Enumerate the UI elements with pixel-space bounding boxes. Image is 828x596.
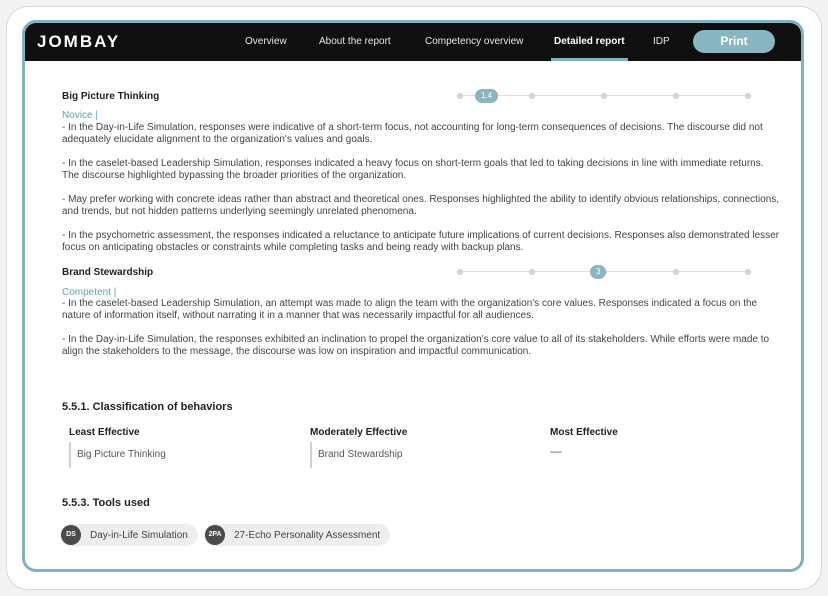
competency-title: Brand Stewardship	[62, 267, 154, 278]
scale-dot	[745, 93, 751, 99]
scale-dot	[529, 269, 535, 275]
most-effective-heading: Most Effective	[550, 427, 618, 438]
moderately-effective-heading: Moderately Effective	[310, 427, 408, 438]
nav-detailed-report[interactable]: Detailed report	[551, 23, 628, 61]
top-navigation-bar	[25, 23, 801, 61]
proficiency-level: Novice |	[62, 110, 98, 121]
scale-dot	[457, 93, 463, 99]
proficiency-level: Competent |	[62, 287, 117, 298]
least-effective-item: Big Picture Thinking	[69, 442, 166, 468]
scale-dot	[601, 93, 607, 99]
nav-overview[interactable]: Overview	[245, 36, 287, 47]
score-marker: 1.4	[475, 89, 498, 103]
report-screen	[22, 20, 804, 572]
competency-scale	[457, 89, 751, 103]
detailed-report-content	[25, 61, 801, 569]
least-effective-heading: Least Effective	[69, 427, 140, 438]
jombay-logo[interactable]: JOMBAY	[37, 32, 121, 51]
competency-scale	[457, 265, 751, 279]
nav-competency-overview[interactable]: Competency overview	[425, 36, 524, 47]
scale-dot	[673, 269, 679, 275]
scale-dot	[745, 269, 751, 275]
nav-about-the-report[interactable]: About the report	[319, 36, 391, 47]
classification-title: 5.5.1. Classification of behaviors	[62, 401, 233, 413]
competency-title: Big Picture Thinking	[62, 91, 160, 102]
scale-dot	[673, 93, 679, 99]
tool-badge: DS	[61, 525, 81, 545]
evidence-paragraph: - In the Day-in-Life Simulation, responses were indicative of a short-term focus, not accounting for long-term consequences of decisions. The discourse did not adequately elucidate alignment to the organization's values and goals.	[62, 122, 763, 145]
nav-idp[interactable]: IDP	[653, 36, 670, 47]
tools-title: 5.5.3. Tools used	[62, 497, 150, 509]
evidence-paragraph: - May prefer working with concrete ideas rather than abstract and theoretical ones. Responses highlighted the ability to identify obvious relationships, connections, and trends, but not hidden patterns underlying seemingly unrelated phenomena.	[62, 194, 780, 217]
tool-label: 27-Echo Personality Assessment	[234, 529, 381, 541]
scale-dot	[529, 93, 535, 99]
score-marker: 3	[590, 265, 606, 279]
scale-dot	[457, 269, 463, 275]
evidence-paragraph: - In the psychometric assessment, the responses indicated a reluctance to anticipate future implications of current decisions. Responses also demonstrated lesser focus on anticipating obstacles or constraints while completing tasks and being ready with backup plans.	[62, 230, 780, 253]
evidence-paragraph: - In the caselet-based Leadership Simulation, an attempt was made to align the team with the organization's core values. Responses indicated a focus on the nature of information itself, without narrating it in a manner that was necessarily impactful for all audiences.	[62, 298, 758, 321]
evidence-paragraph: - In the caselet-based Leadership Simulation, responses indicated a heavy focus on short-term goals that led to taking decisions in line with immediate returns. The discourse highlighted bypassing the broader priorities of the organization.	[62, 158, 764, 181]
tool-chip-personality-assessment[interactable]	[204, 524, 390, 546]
tool-label: Day-in-Life Simulation	[90, 529, 188, 541]
most-effective-empty: —	[550, 444, 562, 458]
evidence-paragraph: - In the Day-in-Life Simulation, the responses exhibited an inclination to propel the organization's core value to all of its stakeholders. While efforts were made to align the stakeholders to the message, the discourse was low on inspiration and impactful communication.	[62, 334, 770, 357]
moderately-effective-item: Brand Stewardship	[310, 442, 403, 468]
print-button[interactable]: Print	[693, 30, 775, 53]
tool-badge: 2PA	[205, 525, 225, 545]
tool-chip-day-in-life-simulation[interactable]	[60, 524, 198, 546]
